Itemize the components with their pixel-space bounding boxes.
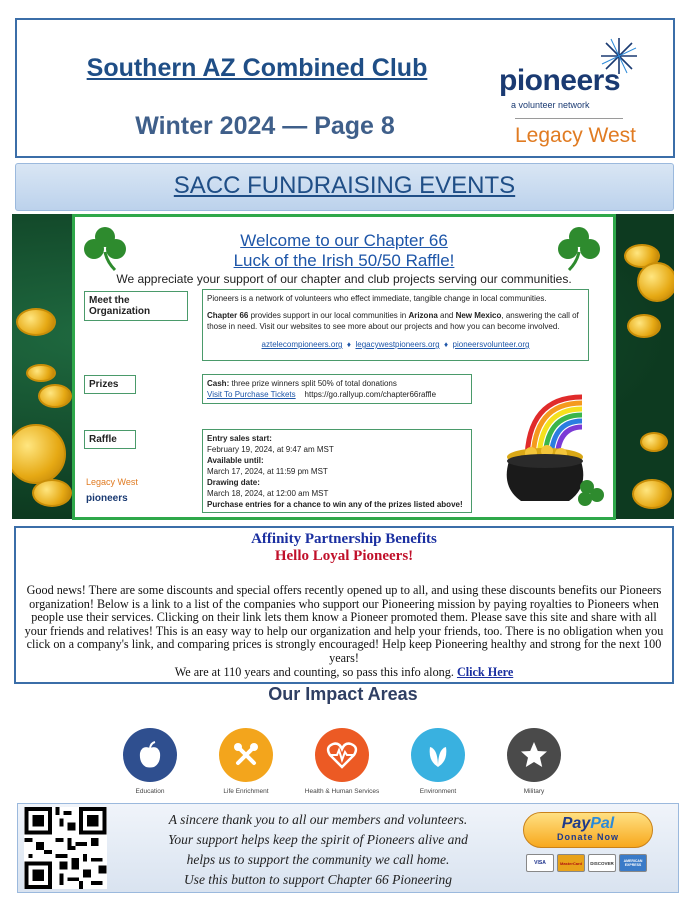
tools-icon <box>230 739 262 771</box>
star-icon <box>518 739 550 771</box>
discover-card-icon: DISCOVER <box>588 854 616 872</box>
impact-military <box>489 728 579 795</box>
heartbeat-icon <box>325 739 359 771</box>
entry-start-date: February 19, 2024, at 9:47 am MST <box>207 445 334 454</box>
club-title: Southern AZ Combined Club <box>86 54 428 82</box>
fundraising-banner <box>15 163 674 211</box>
thank-you-line2: Your support helps keep the spirit of Pioneers alive and <box>168 832 468 847</box>
diamond-separator-icon: ♦ <box>346 340 352 349</box>
and-text: and <box>437 311 456 320</box>
thank-you-line4: Use this button to support Chapter 66 Pioneering <box>183 872 453 887</box>
purchase-line <box>207 389 467 400</box>
raffle-title-line1: Welcome to our Chapter 66 <box>240 231 448 250</box>
visa-card-icon: VISA <box>526 854 554 872</box>
newsletter-header <box>15 18 675 158</box>
pioneers-wordmark: pioneers <box>499 64 621 97</box>
raffle-title-line2: Luck of the Irish 50/50 Raffle! <box>233 251 455 270</box>
gold-coin-icon <box>640 432 668 452</box>
available-until-label: Available until: <box>207 456 264 465</box>
health-label: Health & Human Services <box>304 788 380 795</box>
prizes-cash-line <box>207 378 467 389</box>
apple-icon <box>134 739 166 771</box>
meet-para2-end: , answering the call of those in need. Visit our websites to see more about our projects and how you can become involved. <box>207 311 579 331</box>
gold-coin-icon <box>16 308 56 336</box>
gold-coin-icon <box>637 262 674 302</box>
paypal-logo <box>524 815 652 832</box>
life-enrichment-label: Life Enrichment <box>223 788 269 795</box>
thank-you-line1: A sincere thank you to all our members and volunteers. <box>168 812 468 827</box>
meet-para1: Pioneers is a network of volunteers who effect immediate, tangible change in local communities. <box>207 294 547 303</box>
available-until-date: March 17, 2024, at 11:59 pm MST <box>207 467 328 476</box>
impact-life-enrichment <box>201 728 291 795</box>
pioneersvolunteer-link[interactable]: pioneersvolunteer.org <box>452 340 530 349</box>
gold-coin-icon <box>26 364 56 382</box>
affinity-heading: Affinity Partnership Benefits <box>251 531 437 547</box>
diamond-separator-icon: ♦ <box>443 340 449 349</box>
website-links <box>207 339 584 350</box>
impact-areas-title: Our Impact Areas <box>268 684 418 704</box>
qr-code[interactable] <box>24 807 107 889</box>
issue-title: Winter 2024 — Page 8 <box>135 112 395 140</box>
pioneers-small-logo: pioneers <box>86 493 128 504</box>
new-mexico-text: New Mexico <box>455 311 502 320</box>
prizes-text <box>202 374 472 404</box>
environment-circle <box>411 728 465 782</box>
logo-divider <box>515 118 623 119</box>
military-label: Military <box>523 788 545 795</box>
donation-footer <box>17 803 679 893</box>
gold-coin-icon <box>38 384 72 408</box>
gold-coin-icon <box>632 479 672 509</box>
fundraising-title: SACC FUNDRAISING EVENTS <box>173 172 516 199</box>
amex-card-icon: AMERICAN EXPRESS <box>619 854 647 872</box>
impact-education <box>105 728 195 795</box>
legacy-west-small-logo: Legacy West <box>86 477 138 487</box>
gold-coin-icon <box>627 314 661 338</box>
legacy-west-wordmark: Legacy West <box>515 124 637 147</box>
raffle-flyer <box>72 214 616 520</box>
gold-coin-icon <box>32 479 72 507</box>
cash-description: three prize winners split 50% of total donations <box>229 379 397 388</box>
payment-cards <box>526 854 647 872</box>
meet-para2 <box>207 310 584 332</box>
donate-now-label: Donate Now <box>556 832 619 842</box>
gold-coin-icon <box>12 424 66 484</box>
drawing-date-value: March 18, 2024, at 12:00 am MST <box>207 489 329 498</box>
impact-health-human-services <box>297 728 387 795</box>
meet-para2-text: provides support in our local communities in <box>248 311 409 320</box>
affinity-last-line: We are at 110 years and counting, so pass this info along. <box>174 664 457 679</box>
environment-label: Environment <box>419 788 457 795</box>
paypal-pay: Pay <box>561 815 591 832</box>
affinity-partnership-section <box>14 526 674 684</box>
cash-text: Cash: <box>207 379 230 388</box>
raffle-label: Raffle <box>84 430 136 449</box>
aztelecompioneers-link[interactable]: aztelecompioneers.org <box>261 340 343 349</box>
entry-start-label: Entry sales start: <box>207 434 272 443</box>
rallyup-url[interactable]: https://go.rallyup.com/chapter66raffle <box>304 390 437 399</box>
raffle-appreciation: We appreciate your support of our chapter and club projects serving our communities. <box>116 272 572 286</box>
purchase-note: Purchase entries for a chance to win any of the prizes listed above! <box>207 500 463 509</box>
leaf-icon <box>422 739 454 771</box>
health-circle <box>315 728 369 782</box>
military-circle <box>507 728 561 782</box>
paypal-pal: Pal <box>590 815 615 832</box>
pioneers-tagline: a volunteer network <box>511 100 590 110</box>
meet-organization-label: Meet the Organization <box>84 291 188 321</box>
mastercard-icon: MasterCard <box>557 854 585 872</box>
paypal-donate-button[interactable] <box>523 812 653 848</box>
chapter-66-text: Chapter 66 <box>207 311 249 320</box>
pioneers-legacy-west-logo <box>497 34 662 149</box>
thank-you-line3: helps us to support the community we call home. <box>186 852 450 867</box>
affinity-subheading: Hello Loyal Pioneers! <box>274 548 414 564</box>
impact-environment <box>393 728 483 795</box>
affinity-paragraph: Good news! There are some discounts and special offers recently opened up to all, and using these discounts benefits our Pioneers organization! Below is a link to a list of the companies who support our Pioneering mission by paying royalties to Pioneers when people use their services. Clicking on their link lets them know a Pioneer promoted them. Please save this site and share with all your friends and relatives! This is an easy way to help our organization and help your friends, too. There is no obligation when you click on a company's link, and comparing prices is strongly encouraged! Help keep Pioneering healthy and strong for the next 100 years! <box>24 583 664 665</box>
life-enrichment-circle <box>219 728 273 782</box>
arizona-text: Arizona <box>408 311 438 320</box>
affinity-body <box>22 584 666 679</box>
education-circle <box>123 728 177 782</box>
pot-of-gold-rainbow-icon <box>487 377 607 512</box>
meet-organization-text <box>202 289 589 361</box>
raffle-dates <box>202 429 472 513</box>
drawing-date-label: Drawing date: <box>207 478 260 487</box>
thank-you-message <box>118 810 518 890</box>
click-here-link[interactable]: Click Here <box>456 664 514 679</box>
legacywestpioneers-link[interactable]: legacywestpioneers.org <box>355 340 440 349</box>
education-label: Education <box>135 788 165 795</box>
visit-purchase-tickets-link[interactable]: Visit To Purchase Tickets <box>207 390 296 399</box>
prizes-label: Prizes <box>84 375 136 394</box>
